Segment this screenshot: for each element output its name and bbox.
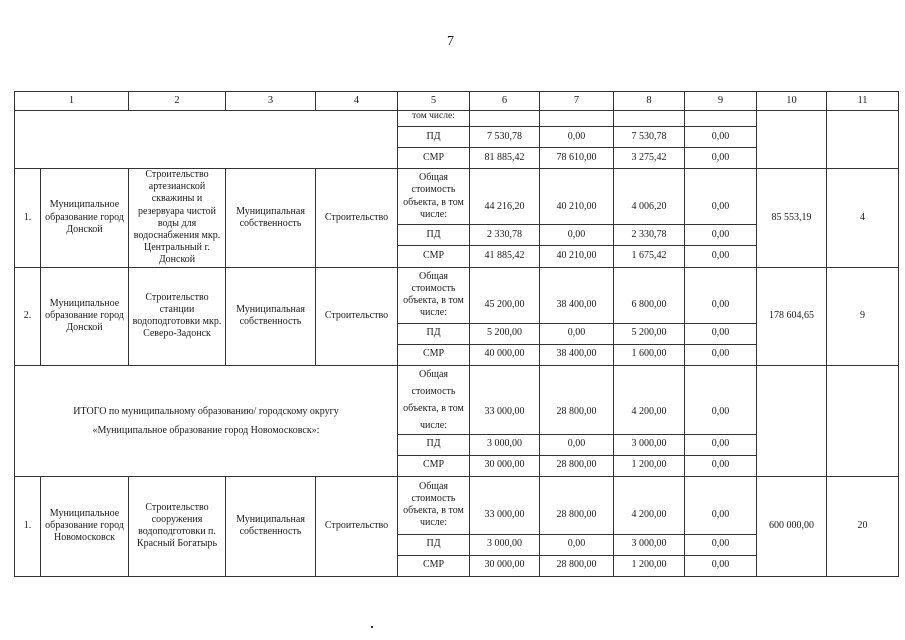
- investment-table: [14, 91, 899, 577]
- total-cost-cell: 178 604,65: [757, 267, 827, 365]
- table-row: [15, 111, 899, 127]
- cost-type: СМР: [398, 344, 470, 365]
- value-cell: 28 800,00: [540, 365, 614, 434]
- value-cell: 0,00: [685, 169, 757, 225]
- header-cell: 1: [15, 92, 129, 111]
- value-cell: [470, 111, 540, 127]
- value-cell: 40 210,00: [540, 169, 614, 225]
- value-cell: 0,00: [685, 365, 757, 434]
- value-cell: 41 885,42: [470, 246, 540, 267]
- count-cell: [827, 111, 899, 169]
- cost-type: СМР: [398, 555, 470, 576]
- value-cell: 5 200,00: [470, 323, 540, 344]
- value-cell: 30 000,00: [470, 555, 540, 576]
- value-cell: 0,00: [685, 127, 757, 148]
- value-cell: 0,00: [685, 455, 757, 476]
- value-cell: 0,00: [685, 476, 757, 534]
- value-cell: 2 330,78: [470, 225, 540, 246]
- ownership-cell: Муниципальная собственность: [226, 267, 316, 365]
- count-cell: 9: [827, 267, 899, 365]
- value-cell: 0,00: [685, 323, 757, 344]
- cost-type: СМР: [398, 246, 470, 267]
- header-cell: 6: [470, 92, 540, 111]
- row-index: 2.: [15, 267, 41, 365]
- value-cell: 0,00: [685, 148, 757, 169]
- value-cell: 0,00: [540, 434, 614, 455]
- total-label-cell: Общая стоимость объекта, в том числе:: [398, 169, 470, 225]
- itogo-cell: [15, 365, 398, 476]
- cost-type: ПД: [398, 323, 470, 344]
- cost-type: ПД: [398, 127, 470, 148]
- row-index: 1.: [15, 169, 41, 268]
- value-cell: 3 000,00: [614, 534, 685, 555]
- value-cell: 6 800,00: [614, 267, 685, 323]
- value-cell: 5 200,00: [614, 323, 685, 344]
- value-cell: 0,00: [685, 434, 757, 455]
- value-cell: 2 330,78: [614, 225, 685, 246]
- value-cell: 40 000,00: [470, 344, 540, 365]
- value-cell: 4 200,00: [614, 476, 685, 534]
- table-row: [15, 365, 899, 434]
- municipality-cell: Муниципальное образование город Донской: [41, 169, 129, 268]
- value-cell: 7 530,78: [470, 127, 540, 148]
- value-cell: 38 400,00: [540, 267, 614, 323]
- ownership-cell: Муниципальная собственность: [226, 169, 316, 268]
- municipality-cell: Муниципальное образование город Новомосковск: [41, 476, 129, 576]
- value-cell: 4 006,20: [614, 169, 685, 225]
- value-cell: 81 885,42: [470, 148, 540, 169]
- value-cell: 78 610,00: [540, 148, 614, 169]
- total-cost-cell: 85 553,19: [757, 169, 827, 268]
- work-type-cell: Строительство: [316, 476, 398, 576]
- count-cell: [827, 365, 899, 476]
- header-cell: 4: [316, 92, 398, 111]
- cost-type: ПД: [398, 534, 470, 555]
- value-cell: 44 216,20: [470, 169, 540, 225]
- value-cell: 0,00: [540, 225, 614, 246]
- header-cell: 8: [614, 92, 685, 111]
- count-cell: 20: [827, 476, 899, 576]
- value-cell: 7 530,78: [614, 127, 685, 148]
- value-cell: 28 800,00: [540, 476, 614, 534]
- table-row: [15, 476, 899, 534]
- value-cell: 3 275,42: [614, 148, 685, 169]
- header-cell: 10: [757, 92, 827, 111]
- value-cell: 0,00: [685, 225, 757, 246]
- value-cell: [614, 111, 685, 127]
- itogo-line: ИТОГО по муниципальному образованию/ городскому округу: [73, 405, 339, 417]
- value-cell: 1 675,42: [614, 246, 685, 267]
- work-type-cell: Строительство: [316, 169, 398, 268]
- value-cell: 3 000,00: [614, 434, 685, 455]
- value-cell: 3 000,00: [470, 534, 540, 555]
- cost-type: СМР: [398, 455, 470, 476]
- object-cell: Строительство артезианской скважины и резервуара чистой воды для водоснабжения мкр. Центральный г. Донской: [129, 169, 226, 268]
- value-cell: 33 000,00: [470, 476, 540, 534]
- value-cell: 40 210,00: [540, 246, 614, 267]
- value-cell: 1 200,00: [614, 455, 685, 476]
- value-cell: 28 800,00: [540, 555, 614, 576]
- header-cell: 9: [685, 92, 757, 111]
- cost-type: ПД: [398, 225, 470, 246]
- table-row: [15, 267, 899, 323]
- value-cell: 4 200,00: [614, 365, 685, 434]
- ownership-cell: Муниципальная собственность: [226, 476, 316, 576]
- cost-type: СМР: [398, 148, 470, 169]
- value-cell: [540, 111, 614, 127]
- total-label-cell: Общая стоимость объекта, в том числе:: [398, 365, 470, 434]
- value-cell: 38 400,00: [540, 344, 614, 365]
- value-cell: 45 200,00: [470, 267, 540, 323]
- table-row: [15, 169, 899, 225]
- value-cell: [685, 111, 757, 127]
- value-cell: 0,00: [540, 534, 614, 555]
- page-number: 7: [447, 34, 454, 49]
- value-cell: 0,00: [685, 555, 757, 576]
- header-cell: 7: [540, 92, 614, 111]
- total-cost-cell: 600 000,00: [757, 476, 827, 576]
- header-row: [15, 92, 899, 111]
- header-cell: 3: [226, 92, 316, 111]
- value-cell: 0,00: [685, 267, 757, 323]
- label-cell: том числе:: [398, 111, 470, 127]
- municipality-cell: Муниципальное образование город Донской: [41, 267, 129, 365]
- header-cell: 2: [129, 92, 226, 111]
- value-cell: 0,00: [685, 344, 757, 365]
- header-cell: 11: [827, 92, 899, 111]
- cost-type: ПД: [398, 434, 470, 455]
- value-cell: 3 000,00: [470, 434, 540, 455]
- value-cell: 33 000,00: [470, 365, 540, 434]
- value-cell: 1 600,00: [614, 344, 685, 365]
- value-cell: 0,00: [540, 127, 614, 148]
- value-cell: 0,00: [685, 246, 757, 267]
- itogo-line: «Муниципальное образование город Новомосковск»:: [92, 424, 320, 436]
- total-cost-cell: [757, 111, 827, 169]
- value-cell: 30 000,00: [470, 455, 540, 476]
- work-type-cell: Строительство: [316, 267, 398, 365]
- header-cell: 5: [398, 92, 470, 111]
- value-cell: 0,00: [685, 534, 757, 555]
- total-cost-cell: [757, 365, 827, 476]
- row-index: 1.: [15, 476, 41, 576]
- object-cell: Строительство станции водоподготовки мкр. Северо-Задонск: [129, 267, 226, 365]
- value-cell: 28 800,00: [540, 455, 614, 476]
- total-label-cell: Общая стоимость объекта, в том числе:: [398, 476, 470, 534]
- total-label-cell: Общая стоимость объекта, в том числе:: [398, 267, 470, 323]
- scan-speck: [371, 626, 373, 628]
- value-cell: 0,00: [540, 323, 614, 344]
- count-cell: 4: [827, 169, 899, 268]
- blank-cell: [15, 111, 398, 169]
- value-cell: 1 200,00: [614, 555, 685, 576]
- object-cell: Строительство сооружения водоподготовки п. Красный Богатырь: [129, 476, 226, 576]
